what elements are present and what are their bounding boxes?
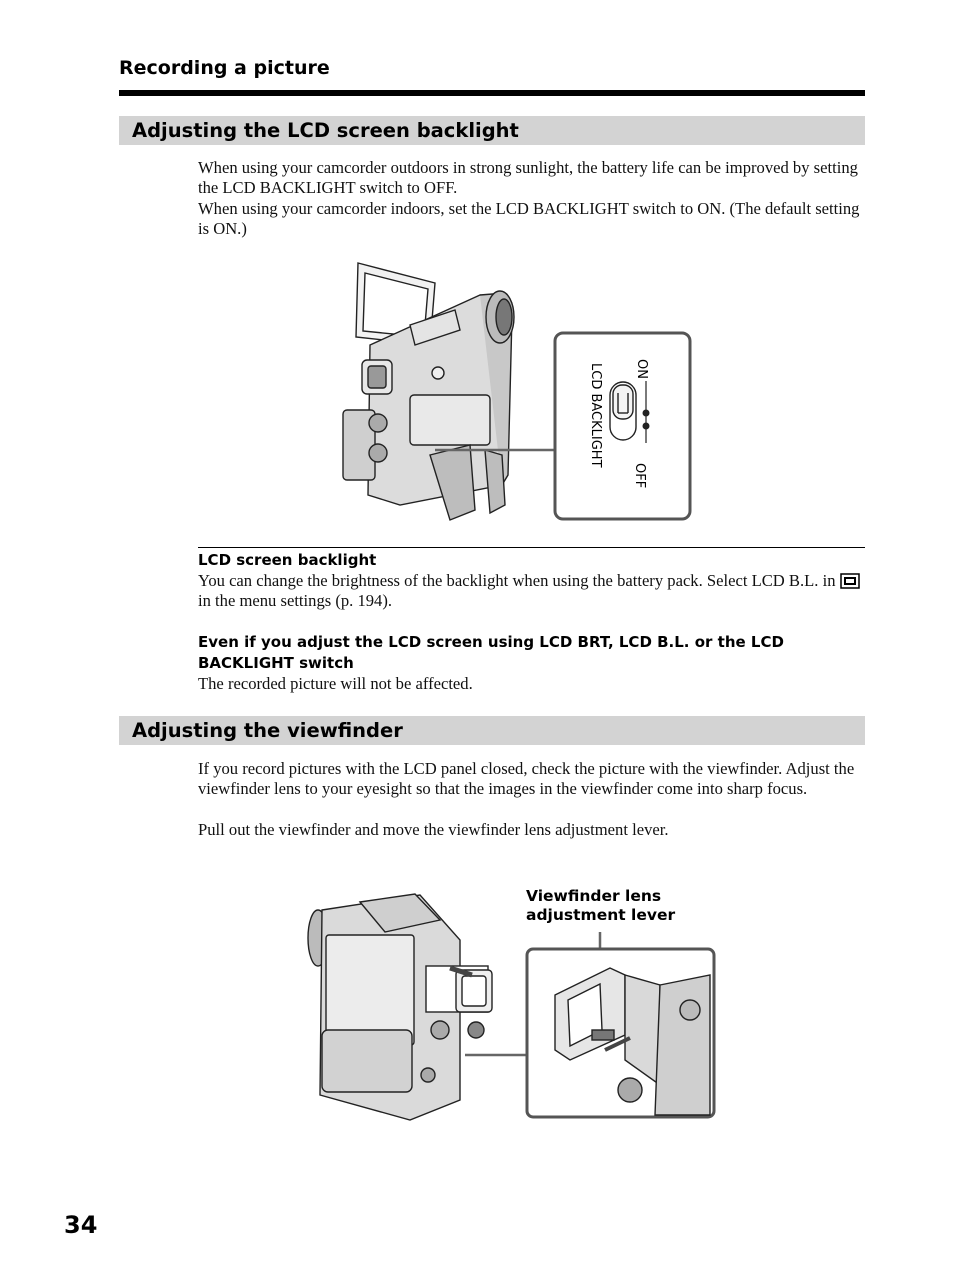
callout-line-2: adjustment lever xyxy=(526,905,676,924)
section2-intro xyxy=(198,759,868,840)
header-rule xyxy=(119,90,865,96)
note-title: LCD screen backlight xyxy=(198,551,377,569)
section1-intro xyxy=(198,158,868,240)
page-number: 34 xyxy=(64,1211,98,1239)
note-text-part-2: in the menu settings (p. 194). xyxy=(198,591,393,611)
section2-paragraph-2: Pull out the viewfinder and move the viewfinder lens adjustment lever. xyxy=(198,819,669,839)
switch-name-label: LCD BACKLIGHT xyxy=(588,363,603,468)
section-title: Adjusting the LCD screen backlight xyxy=(132,119,519,142)
section-title: Adjusting the viewfinder xyxy=(132,719,403,742)
running-head: Recording a picture xyxy=(119,57,330,79)
section1-paragraph-2: When using your camcorder indoors, set the LCD BACKLIGHT switch to ON. (The default setting is ON.) xyxy=(198,198,860,239)
camcorder-lcd-backlight-illustration xyxy=(330,255,700,535)
note-text xyxy=(198,571,868,612)
callout-line-1: Viewfinder lens xyxy=(526,887,662,905)
section2-paragraph-1: If you record pictures with the LCD panel closed, check the picture with the viewfinder. Adjust the viewfinder lens to your eyesight so that the images in the viewfinder come into sharp focus. xyxy=(198,759,855,799)
switch-on-label: ON xyxy=(634,359,649,379)
note-text-part-1: You can change the brightness of the backlight when using the battery pack. Select LCD B.L. in xyxy=(198,571,836,590)
viewfinder-callout-label xyxy=(526,887,675,924)
note-title: Even if you adjust the LCD screen using LCD BRT, LCD B.L. or the LCD BACKLIGHT switch xyxy=(198,633,784,672)
note-divider xyxy=(198,547,865,548)
section1-paragraph-1: When using your camcorder outdoors in strong sunlight, the battery life can be improved by setting the LCD BACKLIGHT switch to OFF. xyxy=(198,158,858,198)
note-lcd-adjust xyxy=(198,632,868,694)
switch-off-label: OFF xyxy=(632,463,647,489)
section-heading-viewfinder xyxy=(119,716,865,745)
note-lcd-backlight xyxy=(198,550,868,612)
section-heading-lcd-backlight xyxy=(119,116,865,145)
menu-settings-icon xyxy=(840,573,860,589)
note-text: The recorded picture will not be affected. xyxy=(198,674,473,693)
